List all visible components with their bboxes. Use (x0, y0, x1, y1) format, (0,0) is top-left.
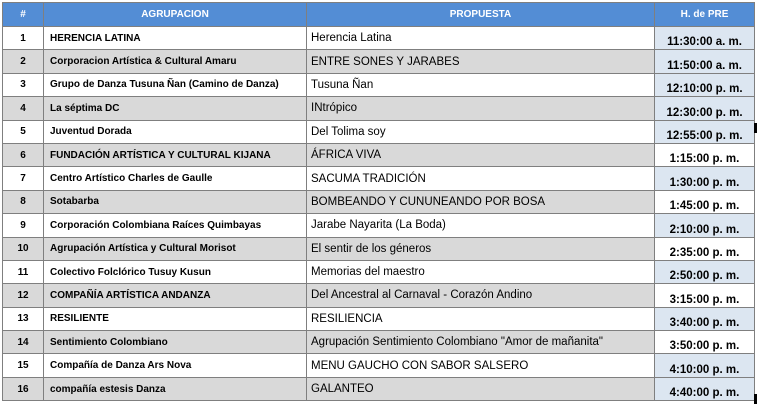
cell-hora[interactable]: 2:35:00 p. m. (655, 237, 755, 260)
cell-agrupacion[interactable]: Centro Artístico Charles de Gaulle (44, 167, 307, 190)
table-row[interactable] (3, 284, 755, 307)
cell-number[interactable]: 16 (3, 377, 44, 400)
cell-agrupacion[interactable]: La séptima DC (44, 97, 307, 120)
cell-number[interactable]: 13 (3, 307, 44, 330)
cell-propuesta[interactable]: MENU GAUCHO CON SABOR SALSERO (307, 354, 655, 377)
cell-agrupacion[interactable]: Sentimiento Colombiano (44, 331, 307, 354)
cell-agrupacion[interactable]: Compañía de Danza Ars Nova (44, 354, 307, 377)
cell-hora[interactable]: 4:10:00 p. m. (655, 354, 755, 377)
table-row[interactable] (3, 27, 755, 50)
cell-agrupacion[interactable]: HERENCIA LATINA (44, 27, 307, 50)
cell-hora[interactable]: 1:15:00 p. m. (655, 143, 755, 166)
table-row[interactable] (3, 260, 755, 283)
cell-agrupacion[interactable]: Corporación Colombiana Raíces Quimbayas (44, 214, 307, 237)
cell-number[interactable]: 12 (3, 284, 44, 307)
cell-hora[interactable]: 11:50:00 a. m. (655, 50, 755, 73)
cell-propuesta[interactable]: INtrópico (307, 97, 655, 120)
column-header-hora[interactable]: H. de PRE (655, 3, 755, 27)
cell-propuesta[interactable]: Del Tolima soy (307, 120, 655, 143)
table-row[interactable] (3, 307, 755, 330)
cell-hora[interactable]: 12:10:00 p. m. (655, 73, 755, 96)
spreadsheet-table-container (2, 2, 754, 401)
cell-hora[interactable]: 4:40:00 p. m. (655, 377, 755, 400)
table-row[interactable] (3, 167, 755, 190)
cell-number[interactable]: 10 (3, 237, 44, 260)
cell-propuesta[interactable]: ENTRE SONES Y JARABES (307, 50, 655, 73)
cell-propuesta[interactable]: ÁFRICA VIVA (307, 143, 655, 166)
table-row[interactable] (3, 354, 755, 377)
cell-hora[interactable]: 1:45:00 p. m. (655, 190, 755, 213)
cell-hora[interactable]: 2:50:00 p. m. (655, 260, 755, 283)
cell-propuesta[interactable]: El sentir de los géneros (307, 237, 655, 260)
cell-propuesta[interactable]: BOMBEANDO Y CUNUNEANDO POR BOSA (307, 190, 655, 213)
cell-agrupacion[interactable]: Sotabarba (44, 190, 307, 213)
cell-agrupacion[interactable]: compañía estesis Danza (44, 377, 307, 400)
table-row[interactable] (3, 190, 755, 213)
cell-propuesta[interactable]: Del Ancestral al Carnaval - Corazón Andino (307, 284, 655, 307)
cell-agrupacion[interactable]: Colectivo Folclórico Tusuy Kusun (44, 260, 307, 283)
cell-number[interactable]: 8 (3, 190, 44, 213)
cell-propuesta[interactable]: Agrupación Sentimiento Colombiano "Amor de mañanita" (307, 331, 655, 354)
cell-number[interactable]: 7 (3, 167, 44, 190)
column-header-number[interactable]: # (3, 3, 44, 27)
cell-agrupacion[interactable]: RESILIENTE (44, 307, 307, 330)
cell-hora[interactable]: 12:30:00 p. m. (655, 97, 755, 120)
cell-propuesta[interactable]: Tusuna Ñan (307, 73, 655, 96)
cell-agrupacion[interactable]: Corporacion Artística & Cultural Amaru (44, 50, 307, 73)
cell-number[interactable]: 5 (3, 120, 44, 143)
cell-number[interactable]: 2 (3, 50, 44, 73)
cell-propuesta[interactable]: SACUMA TRADICIÓN (307, 167, 655, 190)
column-header-agrupacion[interactable]: AGRUPACION (44, 3, 307, 27)
column-header-propuesta[interactable]: PROPUESTA (307, 3, 655, 27)
cell-hora[interactable]: 12:55:00 p. m. (655, 120, 755, 143)
table-row[interactable] (3, 97, 755, 120)
cell-propuesta[interactable]: GALANTEO (307, 377, 655, 400)
cell-agrupacion[interactable]: COMPAÑÍA ARTÍSTICA ANDANZA (44, 284, 307, 307)
table-row[interactable] (3, 237, 755, 260)
cell-number[interactable]: 9 (3, 214, 44, 237)
cell-agrupacion[interactable]: Juventud Dorada (44, 120, 307, 143)
cell-number[interactable]: 11 (3, 260, 44, 283)
cell-agrupacion[interactable]: FUNDACIÓN ARTÍSTICA Y CULTURAL KIJANA (44, 143, 307, 166)
cell-number[interactable]: 4 (3, 97, 44, 120)
table-row[interactable] (3, 214, 755, 237)
cell-hora[interactable]: 11:30:00 a. m. (655, 27, 755, 50)
table-row[interactable] (3, 73, 755, 96)
cell-propuesta[interactable]: RESILIENCIA (307, 307, 655, 330)
table-row[interactable] (3, 143, 755, 166)
cell-number[interactable]: 15 (3, 354, 44, 377)
table-row[interactable] (3, 120, 755, 143)
table-row[interactable] (3, 50, 755, 73)
cell-hora[interactable]: 2:10:00 p. m. (655, 214, 755, 237)
cell-propuesta[interactable]: Memorias del maestro (307, 260, 655, 283)
cell-number[interactable]: 1 (3, 27, 44, 50)
cell-hora[interactable]: 3:40:00 p. m. (655, 307, 755, 330)
cell-number[interactable]: 3 (3, 73, 44, 96)
cell-propuesta[interactable]: Herencia Latina (307, 27, 655, 50)
cell-propuesta[interactable]: Jarabe Nayarita (La Boda) (307, 214, 655, 237)
cell-number[interactable]: 6 (3, 143, 44, 166)
cell-edge-marker (754, 394, 757, 404)
cell-agrupacion[interactable]: Agrupación Artística y Cultural Morisot (44, 237, 307, 260)
header-row (3, 3, 755, 27)
cell-number[interactable]: 14 (3, 331, 44, 354)
schedule-table (2, 2, 755, 401)
cell-hora[interactable]: 3:15:00 p. m. (655, 284, 755, 307)
cell-edge-marker (754, 123, 757, 133)
cell-hora[interactable]: 1:30:00 p. m. (655, 167, 755, 190)
cell-agrupacion[interactable]: Grupo de Danza Tusuna Ñan (Camino de Danza) (44, 73, 307, 96)
table-row[interactable] (3, 377, 755, 400)
cell-hora[interactable]: 3:50:00 p. m. (655, 331, 755, 354)
table-row[interactable] (3, 331, 755, 354)
